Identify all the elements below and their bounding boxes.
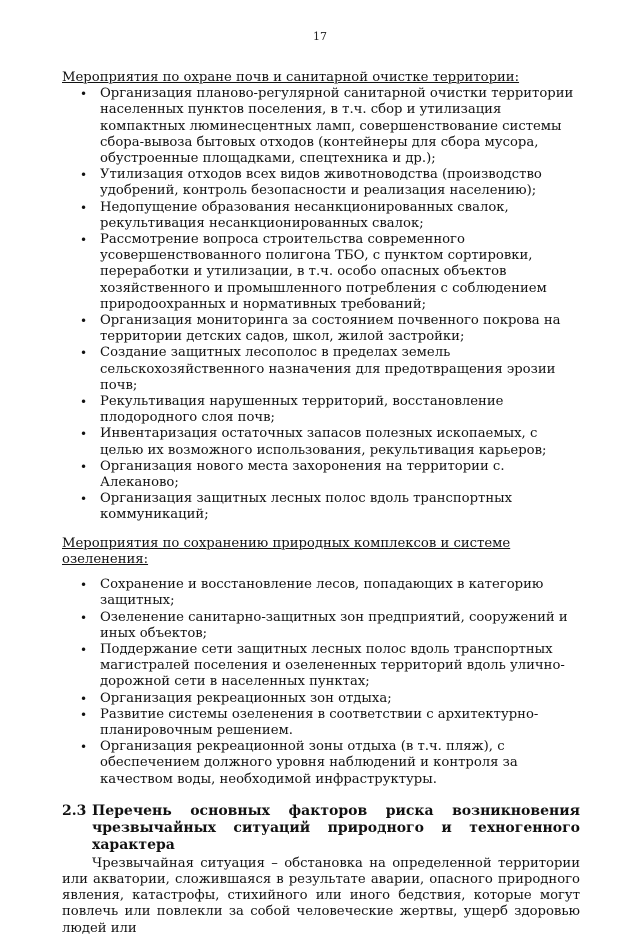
- section-2-3-heading: [62, 803, 580, 854]
- list-item: [62, 345, 580, 394]
- list-item: [62, 642, 580, 691]
- section-title: Перечень основных факторов риска возникновения чрезвычайных ситуаций природного и техногенного характера: [92, 802, 580, 853]
- bullet-icon: •: [80, 707, 88, 722]
- bullet-icon: •: [80, 459, 88, 474]
- bullet-icon: •: [80, 168, 88, 183]
- bullet-icon: •: [80, 740, 88, 755]
- section-number: 2.3: [62, 802, 87, 819]
- list-item: [62, 394, 580, 426]
- bullet-icon: •: [80, 492, 88, 507]
- list-item: [62, 707, 580, 739]
- list-item: [62, 577, 580, 609]
- list-item-text: Организация нового места захоронения на территории с. Алеканово;: [100, 458, 505, 491]
- list-item-text: Поддержание сети защитных лесных полос вдоль транспортных магистралей поселения и озелененных территорий вдоль улично-дорожной сети в населенных пунктах;: [100, 641, 565, 690]
- list-item-text: Организация защитных лесных полос вдоль транспортных коммуникаций;: [100, 491, 513, 523]
- soil-protection-heading: Мероприятия по охране почв и санитарной очистке территории:: [62, 70, 520, 85]
- list-item-text: Озеленение санитарно-защитных зон предприятий, сооружений и иных объектов;: [100, 609, 568, 641]
- list-item: [62, 200, 580, 232]
- list-item-text: Недопущение образования несанкционированных свалок, рекультивация несанкционированных свалок;: [100, 199, 509, 231]
- bullet-icon: •: [80, 691, 88, 706]
- list-item-text: Организация планово-регулярной санитарной очистки территории населенных пунктов поселения, в т.ч. сбор и утилизация компактных люминесцентных ламп, совершенствование системы сбора-вывоза бытовых отходов (контейнеры для сбора мусора, обустроенные площадками, спецтехника и др.);: [100, 86, 574, 167]
- list-item-text: Создание защитных лесополос в пределах земель сельскохозяйственного назначения для предотвращения эрозии почв;: [100, 345, 556, 393]
- bullet-icon: •: [80, 395, 88, 410]
- list-item: [62, 232, 580, 313]
- list-item-text: Организация рекреационной зоны отдыха (в т.ч. пляж), с обеспечением должного уровня наблюдений и контроля за качеством воды, необходимой инфраструктуры.: [100, 739, 518, 787]
- bullet-icon: •: [80, 578, 88, 593]
- bullet-icon: •: [80, 642, 88, 657]
- list-item: [62, 86, 580, 167]
- list-item: [62, 167, 580, 199]
- list-item-text: Развитие системы озеленения в соответствии с архитектурно-планировочным решением.: [100, 706, 539, 738]
- list-item: [62, 426, 580, 458]
- list-item-text: Инвентаризация остаточных запасов полезных ископаемых, с целью их возможного использования, рекультивация карьеров;: [100, 426, 547, 458]
- list-item: [62, 313, 580, 345]
- list-item-text: Сохранение и восстановление лесов, попадающих в категорию защитных;: [100, 577, 544, 609]
- list-item: [62, 459, 580, 491]
- bullet-icon: •: [80, 200, 88, 215]
- bullet-icon: •: [80, 87, 88, 102]
- list-item: [62, 739, 580, 788]
- list-item-text: Организация рекреационных зон отдыха;: [100, 690, 392, 706]
- nature-complex-heading: Мероприятия по сохранению природных комплексов и системе озеленения:: [62, 535, 511, 567]
- bullet-icon: •: [80, 610, 88, 625]
- soil-protection-list: [62, 86, 580, 523]
- list-item-text: Рекультивация нарушенных территорий, восстановление плодородного слоя почв;: [100, 394, 504, 426]
- list-item: [62, 491, 580, 523]
- list-item-text: Организация мониторинга за состоянием почвенного покрова на территории детских садов, школ, жилой застройки;: [100, 313, 561, 345]
- bullet-icon: •: [80, 314, 88, 329]
- bullet-icon: •: [80, 346, 88, 361]
- document-body: [62, 70, 580, 937]
- page-number: 17: [313, 30, 327, 43]
- list-item-text: Утилизация отходов всех видов животноводства (производство удобрений, контроль безопасности и реализация населению);: [100, 167, 542, 199]
- bullet-icon: •: [80, 233, 88, 248]
- bullet-icon: •: [80, 427, 88, 442]
- list-item: [62, 691, 580, 707]
- list-item-text: Рассмотрение вопроса строительства современного усовершенствованного полигона ТБО, с пунктом сортировки, переработки и утилизации, в т.ч. особо опасных объектов хозяйственного и промышленного потребления с соблюдением природоохранных и нормативных требований;: [100, 232, 547, 312]
- emergency-definition-paragraph: Чрезвычайная ситуация – обстановка на определенной территории или акватории, сложившаяся в результате аварии, опасного природного явления, катастрофы, стихийного или иного бедствия, которые могут повлечь или повлекли за собой человеческие жертвы, ущерб здоровью людей или: [62, 855, 580, 936]
- nature-complex-list: [62, 577, 580, 788]
- list-item: [62, 610, 580, 642]
